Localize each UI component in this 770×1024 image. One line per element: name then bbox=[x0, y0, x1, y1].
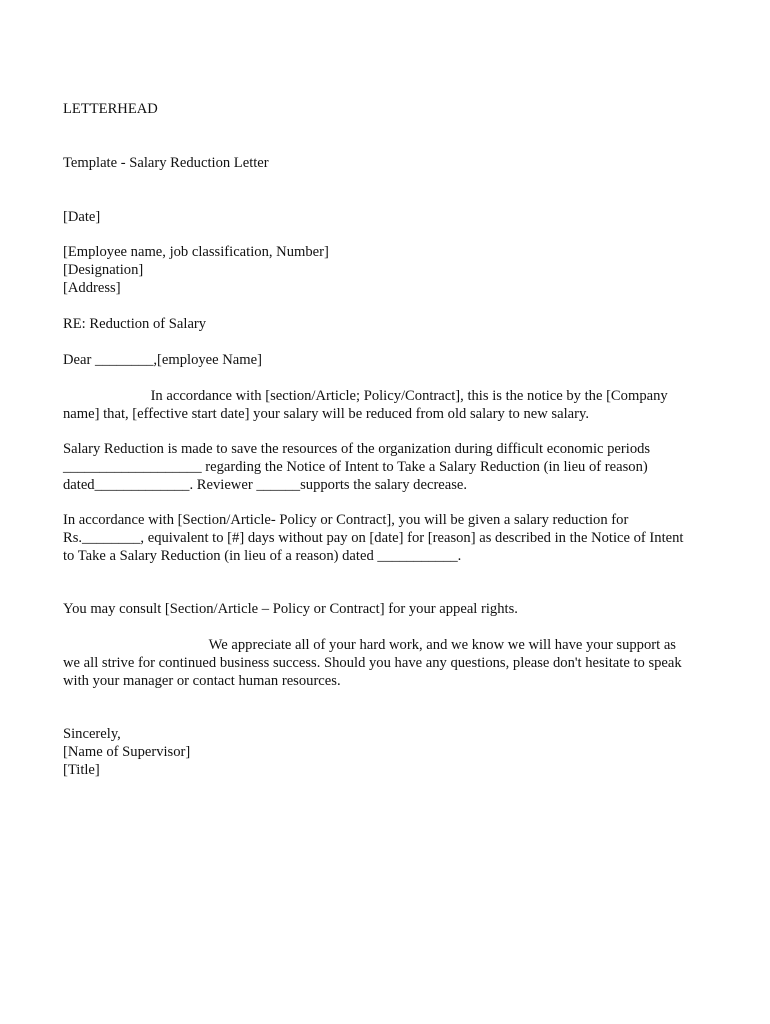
paragraph-line: In accordance with [Section/Article- Policy or Contract], you will be given a salary reduction for bbox=[63, 512, 629, 528]
recipient-designation: [Designation] bbox=[63, 262, 144, 278]
signature-name: [Name of Supervisor] bbox=[63, 744, 191, 760]
salutation: Dear ________,[employee Name] bbox=[63, 352, 262, 368]
recipient-employee: [Employee name, job classification, Number] bbox=[63, 244, 329, 260]
closing: Sincerely, bbox=[63, 726, 121, 742]
paragraph-line: name] that, [effective start date] your salary will be reduced from old salary to new salary. bbox=[63, 406, 589, 422]
paragraph-line: You may consult [Section/Article – Policy or Contract] for your appeal rights. bbox=[63, 601, 518, 617]
paragraph-line: with your manager or contact human resources. bbox=[63, 673, 341, 689]
paragraph-line: We appreciate all of your hard work, and we know we will have your support as bbox=[63, 637, 676, 653]
paragraph-line: Rs.________, equivalent to [#] days without pay on [date] for [reason] as described in the Notice of Intent bbox=[63, 530, 684, 546]
paragraph-line: we all strive for continued business success. Should you have any questions, please don't hesitate to speak bbox=[63, 655, 682, 671]
recipient-address: [Address] bbox=[63, 280, 121, 296]
signature-title: [Title] bbox=[63, 762, 100, 778]
letter-date: [Date] bbox=[63, 209, 101, 225]
paragraph-line: ___________________ regarding the Notice of Intent to Take a Salary Reduction (in lieu of reason) bbox=[63, 459, 648, 475]
paragraph-line: Salary Reduction is made to save the resources of the organization during difficult economic periods bbox=[63, 441, 651, 457]
subject-line: RE: Reduction of Salary bbox=[63, 316, 207, 332]
paragraph-line: dated_____________. Reviewer ______supports the salary decrease. bbox=[63, 477, 468, 493]
paragraph-line: In accordance with [section/Article; Policy/Contract], this is the notice by the [Company bbox=[63, 388, 668, 404]
template-title: Template - Salary Reduction Letter bbox=[63, 155, 269, 171]
letterhead: LETTERHEAD bbox=[63, 101, 158, 117]
paragraph-line: to Take a Salary Reduction (in lieu of a reason) dated ___________. bbox=[63, 548, 462, 564]
